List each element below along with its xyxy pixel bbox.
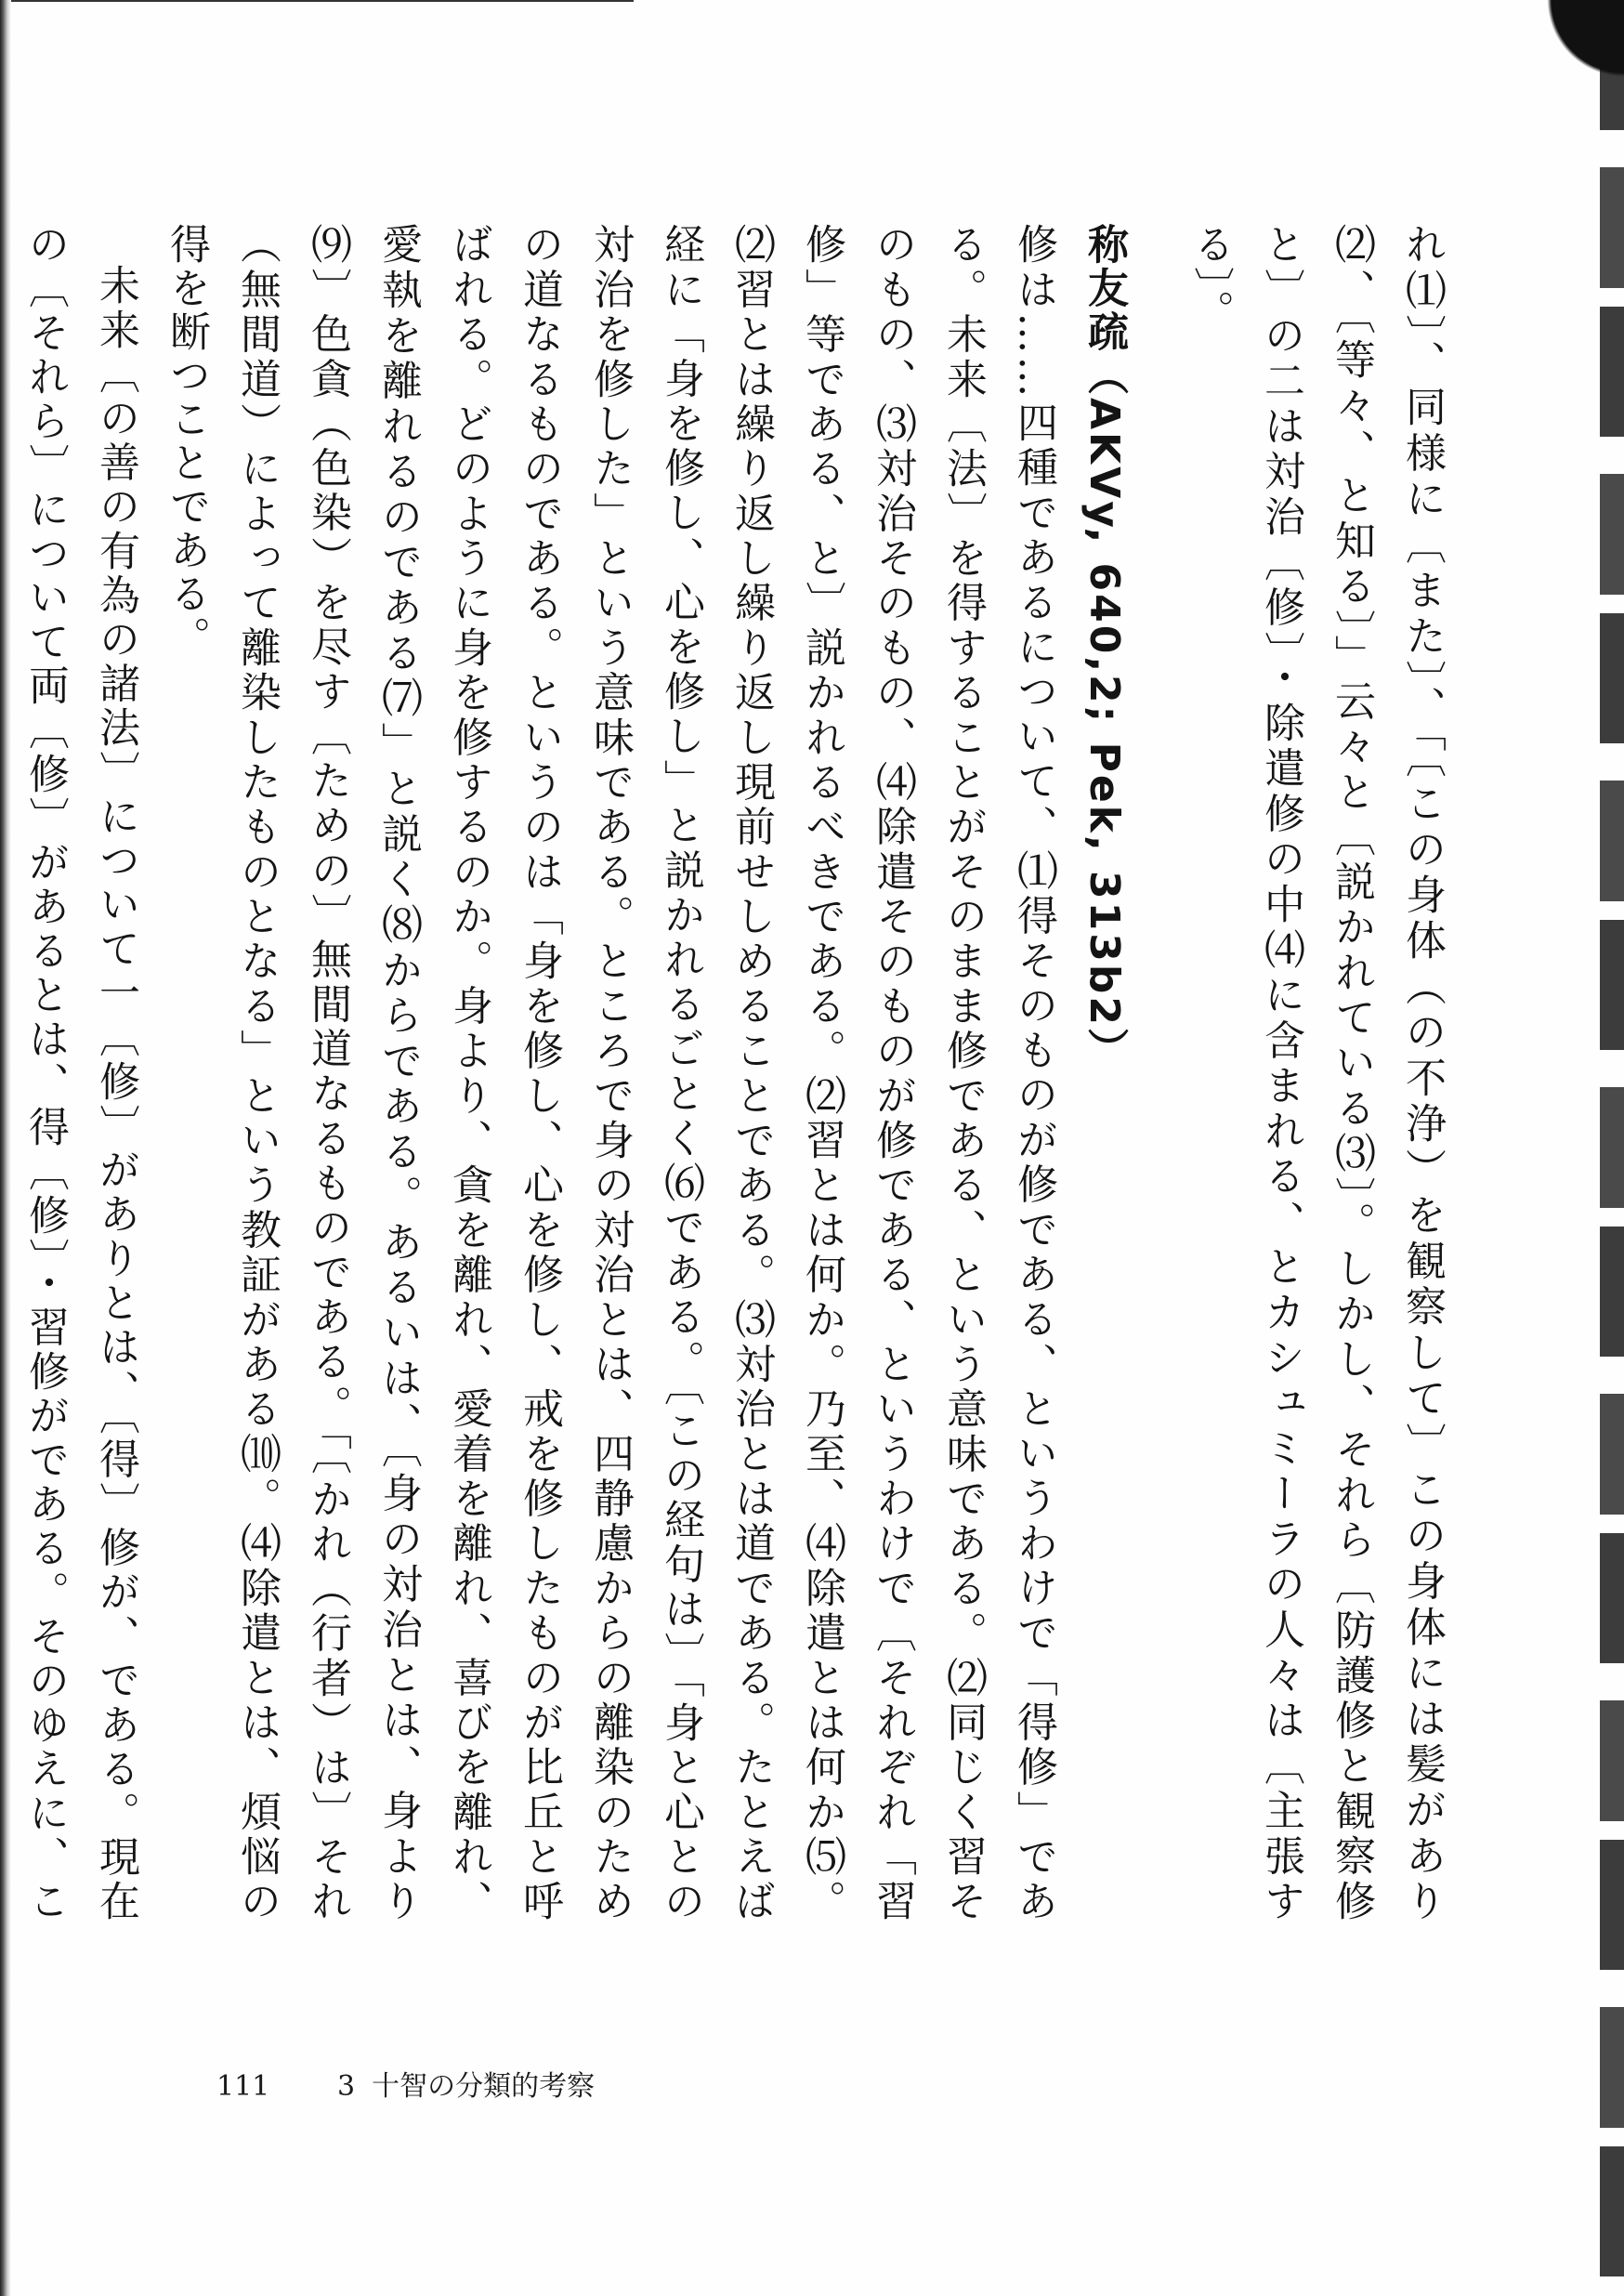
paragraph-continued: れ⑴〕、同様に〔また〕、「〔この身体（の不浄）を観察して〕この身体には髪があり⑵、〔等々、と知る〕」云々と〔説かれている⑶〕。しかし、それら〔防護修と観察修と〕の二は対治〔修〕・除遣修の中⑷に含まれる、とカシュミーラの人々は〔主張する〕。 [1186,223,1446,1923]
page-footer [216,2063,595,2104]
scan-page-edge [1600,0,1624,2296]
section-heading [1068,223,1139,1923]
paragraph-commentary: 修は……四種であるについて、⑴得そのものが修である、というわけで「得修」である。未来〔法〕を得することがそのまま修である、という意味である。⑵同じく習そのもの、⑶対治そのもの、⑷除遣そのものが修である、というわけで〔それぞれ「習修」等である、と〕説かれるべきである。⑵習とは何か。乃至、⑷除遣とは何か⑸。⑵習とは繰り返し繰り返し現前せしめることである。⑶対治とは道である。たとえば経に「身を修し、心を修し」と説かれるごとく⑹である。〔この経句は〕「身と心との対治を修した」という意味である。ところで身の対治とは、四静慮からの離染のための道なるものである。というのは「身を修し、心を修し、戒を修したものが比丘と呼ばれる。どのように身を修するのか。身より、貪を離れ、愛着を離れ、喜びを離れ、愛執を離れるのである⑺」と説く⑻からである。あるいは、〔身の対治とは、身より⑼〕色貪（色染）を尽す〔ための〕無間道なるものである。「〔かれ（行者）は〕それ（無間道）によって離染したものとなる」という教証がある⑽。⑷除遣とは、煩悩の得を断つことである。 [163,223,1057,1924]
page-number: 111 [216,2070,270,2103]
scan-corner-shadow [1540,0,1624,102]
scan-top-edge [11,0,634,2]
chapter-number: 3 [337,2070,356,2103]
paragraph-future-dharmas: 未来〔の善の有為の諸法〕について一〔修〕がありとは、〔得〕修が、である。現在の〔それら〕について両〔修〕があるとは、得〔修〕・習修がである。そのゆえに、こ [21,223,139,1923]
vertical-text-block [21,223,1457,1924]
heading-source: （AKVy, 640,2; Pek, 313b2） [1080,354,1128,1071]
heading-label: 称友疏 [1080,223,1128,354]
chapter-title: 十智の分類的考察 [372,2070,596,2103]
